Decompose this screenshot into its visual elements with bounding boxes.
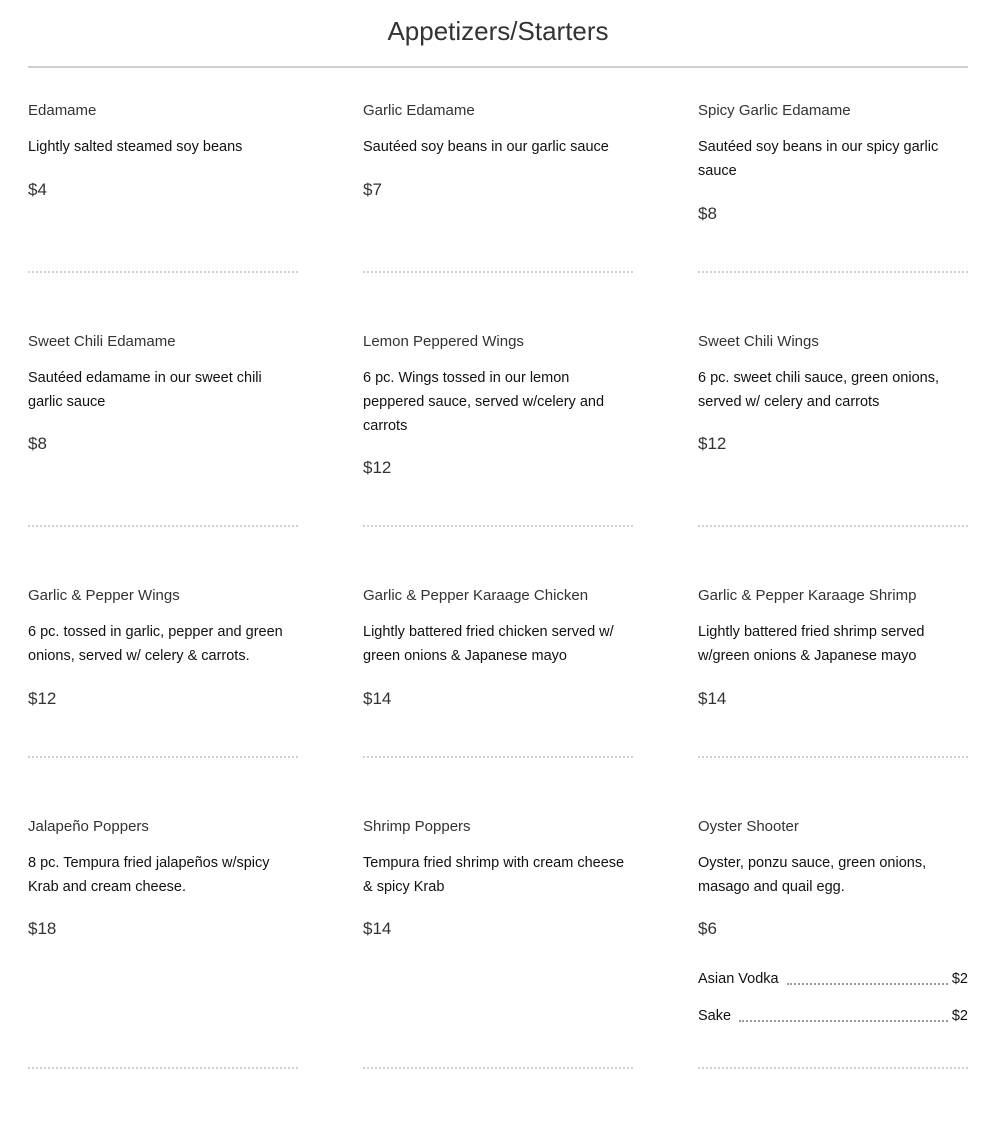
addon-price: $2: [951, 1008, 968, 1024]
item-divider: [698, 271, 968, 273]
item-name: Edamame: [28, 102, 97, 119]
title-divider: [28, 66, 968, 68]
item-divider: [363, 1067, 633, 1069]
item-description: Lightly battered fried shrimp served w/green onions & Japanese mayo: [698, 624, 925, 664]
item-price: $12: [28, 689, 57, 708]
item-description: 6 pc. tossed in garlic, pepper and green onions, served w/ celery & carrots.: [28, 624, 283, 664]
item-description: 8 pc. Tempura fried jalapeños w/spicy Krab and cream cheese.: [28, 855, 270, 895]
item-description: Lightly salted steamed soy beans: [28, 139, 243, 155]
item-name: Spicy Garlic Edamame: [698, 102, 851, 119]
item-name: Jalapeño Poppers: [28, 818, 149, 835]
item-name: Garlic Edamame: [363, 102, 475, 119]
item-divider: [698, 1067, 968, 1069]
item-description: Lightly battered fried chicken served w/ green onions & Japanese mayo: [363, 624, 614, 664]
item-price: $8: [28, 434, 47, 453]
item-divider: [28, 271, 298, 273]
item-divider: [28, 1067, 298, 1069]
item-name: Sweet Chili Edamame: [28, 333, 176, 350]
item-price: $18: [28, 919, 57, 938]
item-description: Sautéed soy beans in our garlic sauce: [363, 139, 609, 155]
item-name: Garlic & Pepper Wings: [28, 587, 180, 604]
addon-price: $2: [951, 971, 968, 987]
item-price: $7: [363, 180, 382, 199]
item-price: $4: [28, 180, 47, 199]
item-name: Sweet Chili Wings: [698, 333, 819, 350]
addon-row-asian-vodka: [698, 969, 968, 989]
addon-name: Sake: [698, 1008, 732, 1024]
item-name: Oyster Shooter: [698, 818, 799, 835]
item-name: Shrimp Poppers: [363, 818, 471, 835]
item-divider: [28, 756, 298, 758]
item-price: $12: [698, 434, 727, 453]
item-price: $8: [698, 204, 717, 223]
item-price: $14: [698, 689, 727, 708]
item-name: Garlic & Pepper Karaage Chicken: [363, 587, 589, 604]
item-description: Tempura fried shrimp with cream cheese & spicy Krab: [363, 855, 625, 895]
addon-name: Asian Vodka: [698, 971, 779, 987]
item-price: $12: [363, 458, 392, 477]
item-description: 6 pc. Wings tossed in our lemon peppered sauce, served w/celery and carrots: [363, 370, 605, 434]
item-name: Garlic & Pepper Karaage Shrimp: [698, 587, 917, 604]
item-name: Lemon Peppered Wings: [363, 333, 524, 350]
item-divider: [363, 525, 633, 527]
item-divider: [28, 525, 298, 527]
item-description: 6 pc. sweet chili sauce, green onions, served w/ celery and carrots: [698, 370, 939, 410]
item-description: Sautéed soy beans in our spicy garlic sauce: [698, 139, 939, 179]
item-divider: [363, 271, 633, 273]
item-price: $6: [698, 919, 717, 938]
item-description: Oyster, ponzu sauce, green onions, masago and quail egg.: [698, 855, 927, 895]
section-title: Appetizers/Starters: [387, 16, 609, 46]
dot-leader: [787, 983, 948, 985]
item-divider: [698, 756, 968, 758]
addon-row-sake: [698, 1006, 968, 1026]
item-price: $14: [363, 919, 392, 938]
item-description: Sautéed edamame in our sweet chili garlic sauce: [28, 370, 262, 410]
dot-leader: [739, 1020, 948, 1022]
item-divider: [363, 756, 633, 758]
item-divider: [698, 525, 968, 527]
item-price: $14: [363, 689, 392, 708]
